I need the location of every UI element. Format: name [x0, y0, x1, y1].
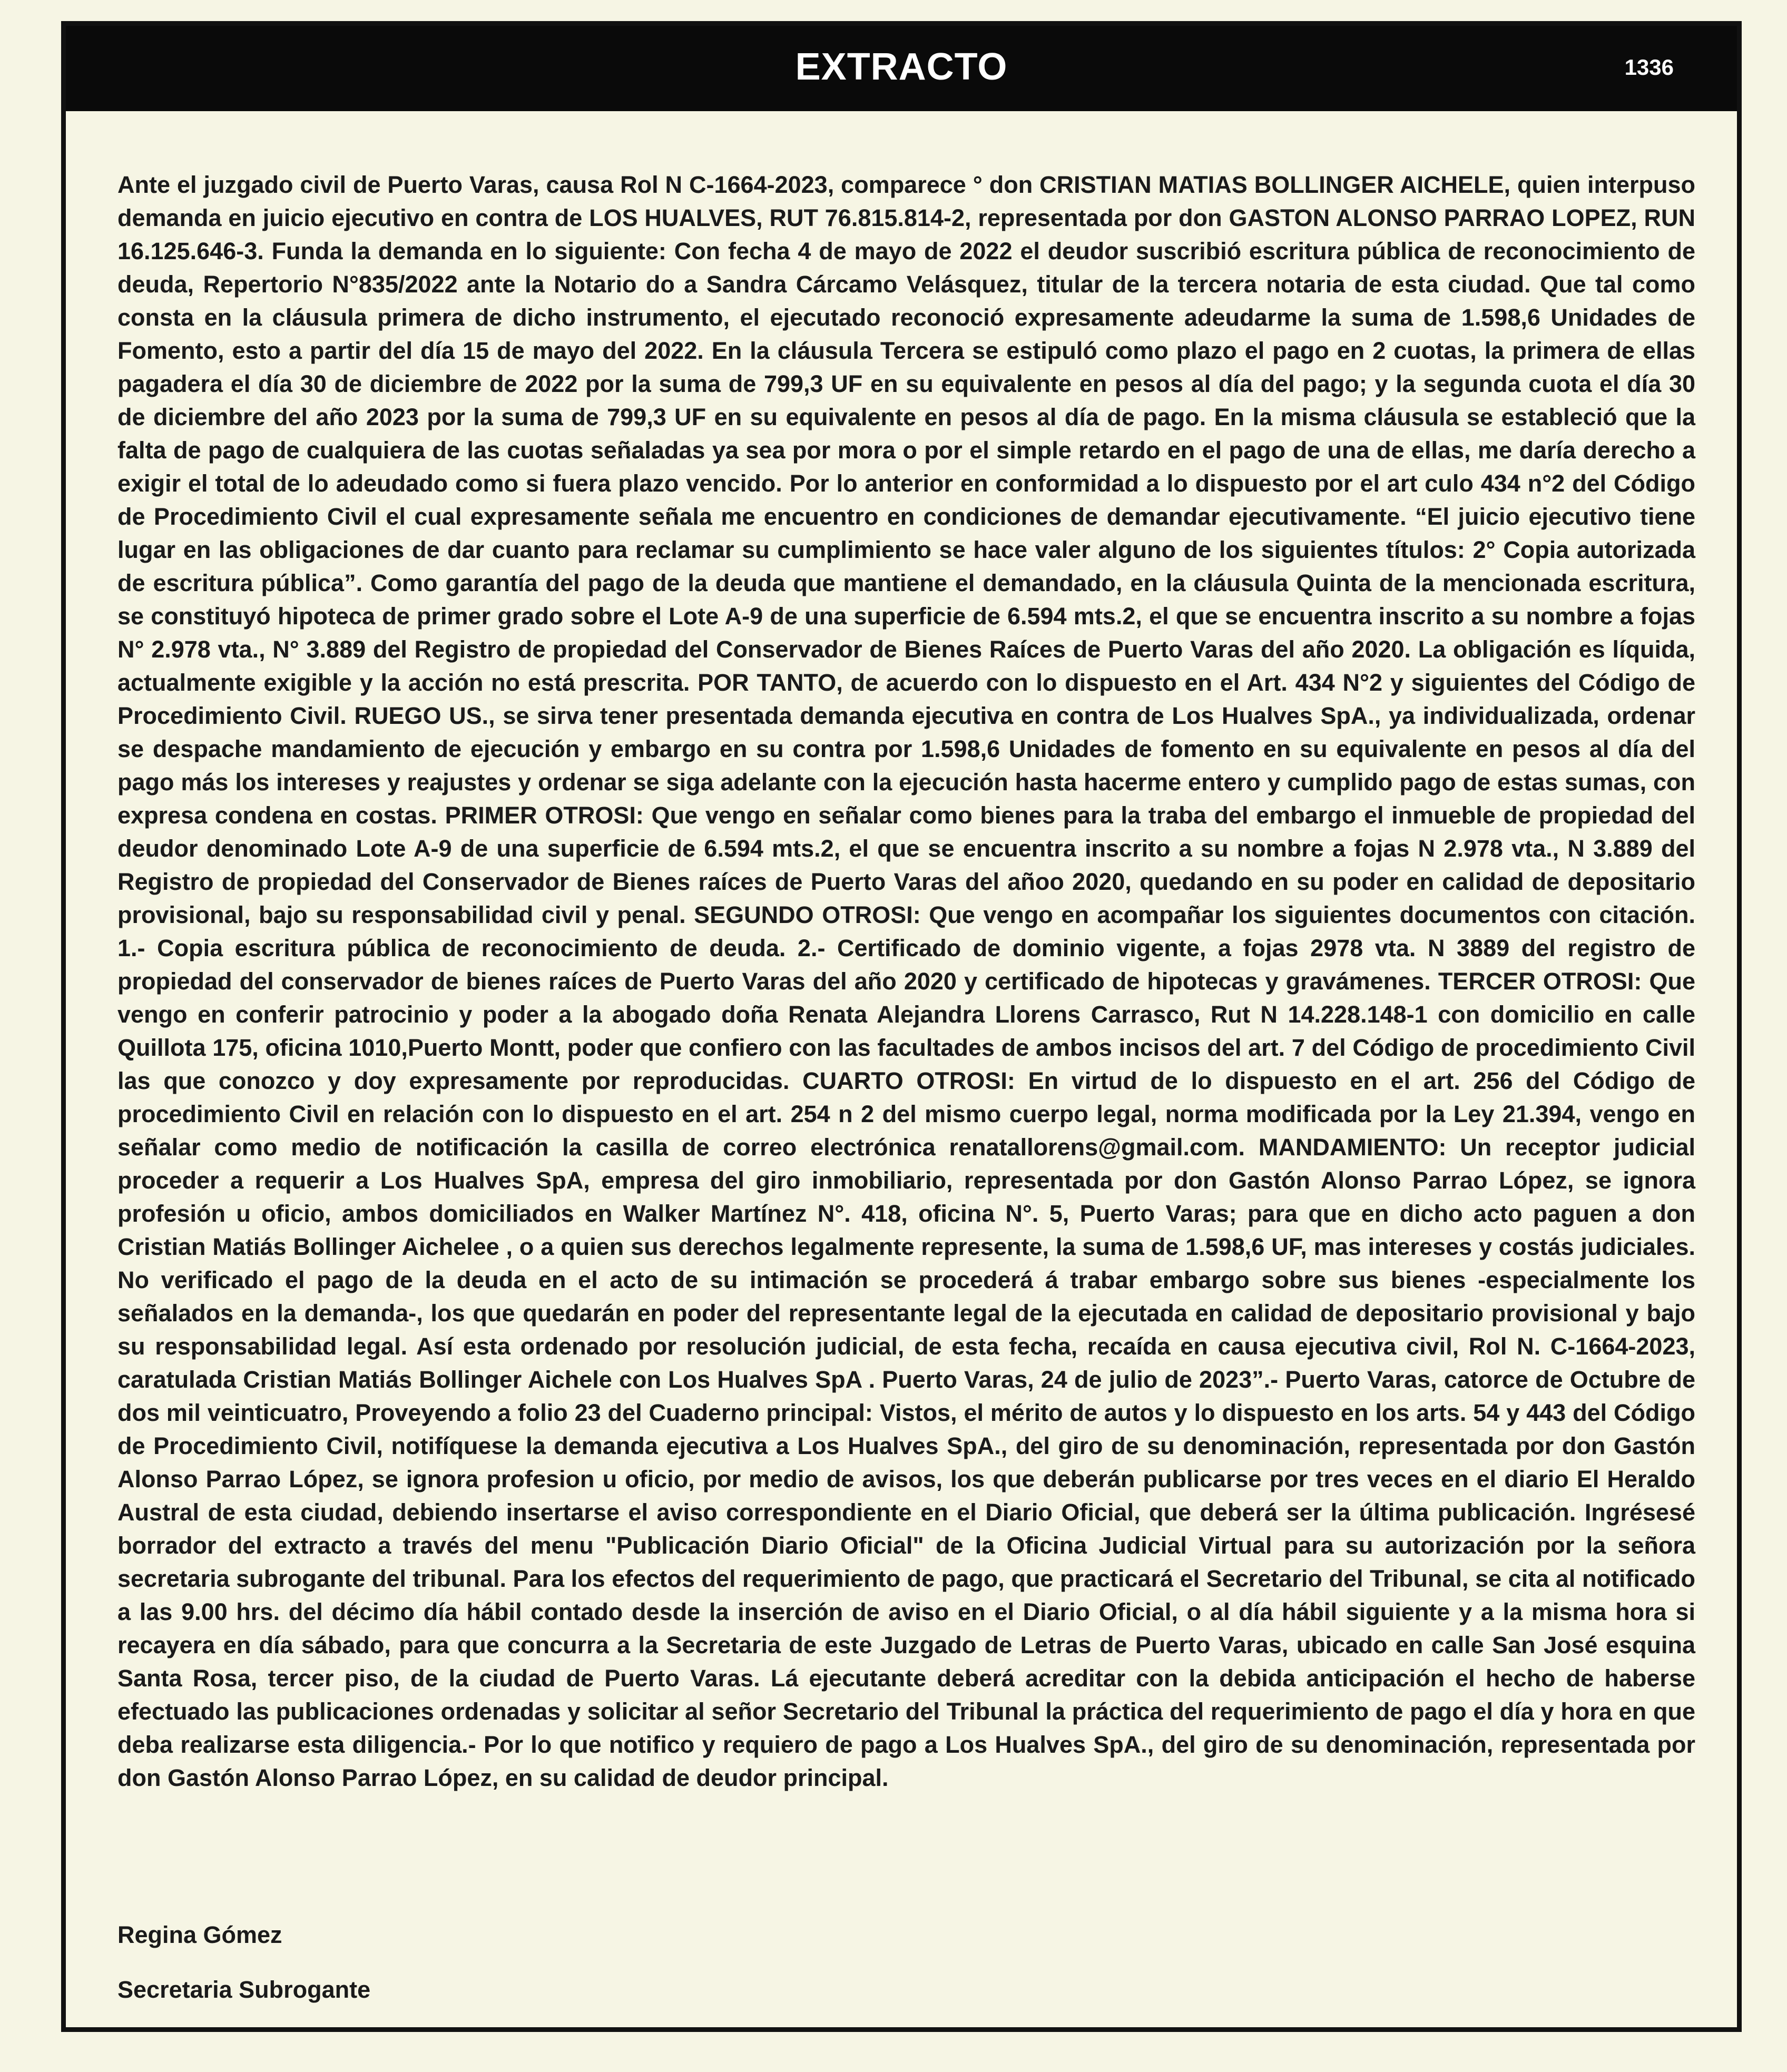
- notice-title: EXTRACTO: [795, 46, 1008, 88]
- header-bar: [66, 26, 1737, 111]
- extract-notice-frame: [61, 21, 1742, 2032]
- signatory-role: Secretaria Subrogante: [117, 1976, 371, 2003]
- notice-number: 1336: [1624, 55, 1674, 80]
- notice-body-text: Ante el juzgado civil de Puerto Varas, causa Rol N C-1664-2023, comparece ° don CRISTIAN MATIAS BOLLINGER AICHELE, quien interpuso demanda en juicio ejecutivo en contra de LOS HUALVES, RUT 76.815.814-2, representada por don GASTON ALONSO PARRAO LOPEZ, RUN 16.125.646-3. Funda la demanda en lo siguiente: Con fecha 4 de mayo de 2022 el deudor suscribió escritura pública de reconocimiento de deuda, Repertorio N°835/2022 ante la Notario do a Sandra Cárcamo Velásquez, titular de la tercera notaria de esta ciudad. Que tal como consta en la cláusula primera de dicho instrumento, el ejecutado reconoció expresamente adeudarme la suma de 1.598,6 Unidades de Fomento, esto a partir del día 15 de mayo del 2022. En la cláusula Tercera se estipuló como plazo el pago en 2 cuotas, la primera de ellas pagadera el día 30 de diciembre de 2022 por la suma de 799,3 UF en su equivalente en pesos al día del pago; y la segunda cuota el día 30 de diciembre del año 2023 por la suma de 799,3 UF en su equivalente en pesos al día de pago. En la misma cláusula se estableció que la falta de pago de cualquiera de las cuotas señaladas ya sea por mora o por el simple retardo en el pago de una de ellas, me daría derecho a exigir el total de lo adeudado como si fuera plazo vencido. Por lo anterior en conformidad a lo dispuesto por el art culo 434 n°2 del Código de Procedimiento Civil el cual expresamente señala me encuentro en condiciones de demandar ejecutivamente. “El juicio ejecutivo tiene lugar en las obligaciones de dar cuanto para reclamar su cumplimiento se hace valer alguno de los siguientes títulos: 2° Copia autorizada de escritura pública”. Como garantía del pago de la deuda que mantiene el demandado, en la cláusula Quinta de la mencionada escritura, se constituyó hipoteca de primer grado sobre el Lote A-9 de una superficie de 6.594 mts.2, el que se encuentra inscrito a su nombre a fojas N° 2.978 vta., N° 3.889 del Registro de propiedad del Conservador de Bienes Raíces de Puerto Varas del año 2020. La obligación es líquida, actualmente exigible y la acción no está prescrita. POR TANTO, de acuerdo con lo dispuesto en el Art. 434 N°2 y siguientes del Código de Procedimiento Civil. RUEGO US., se sirva tener presentada demanda ejecutiva en contra de Los Hualves SpA., ya individualizada, ordenar se despache mandamiento de ejecución y embargo en su contra por 1.598,6 Unidades de fomento en su equivalente en pesos al día del pago más los intereses y reajustes y ordenar se siga adelante con la ejecución hasta hacerme entero y cumplido pago de estas sumas, con expresa condena en costas. PRIMER OTROSI: Que vengo en señalar como bienes para la traba del embargo el inmueble de propiedad del deudor denominado Lote A-9 de una superficie de 6.594 mts.2, el que se encuentra inscrito a su nombre a fojas N 2.978 vta., N 3.889 del Registro de propiedad del Conservador de Bienes raíces de Puerto Varas del añoo 2020, quedando en su poder en calidad de depositario provisional, bajo su responsabilidad civil y penal. SEGUNDO OTROSI: Que vengo en acompañar los siguientes documentos con citación. 1.- Copia escritura pública de reconocimiento de deuda. 2.- Certificado de dominio vigente, a fojas 2978 vta. N 3889 del registro de propiedad del conservador de bienes raíces de Puerto Varas del año 2020 y certificado de hipotecas y gravámenes. TERCER OTROSI: Que vengo en conferir patrocinio y poder a la abogado doña Renata Alejandra Llorens Carrasco, Rut N 14.228.148-1 con domicilio en calle Quillota 175, oficina 1010,Puerto Montt, poder que confiero con las facultades de ambos incisos del art. 7 del Código de procedimiento Civil las que conozco y doy expresamente por reproducidas. CUARTO OTROSI: En virtud de lo dispuesto en el art. 256 del Código de procedimiento Civil en relación con lo dispuesto en el art. 254 n 2 del mismo cuerpo legal, norma modificada por la Ley 21.394, vengo en señalar como medio de notificación la casilla de correo electrónica renatallorens@gmail.com. MANDAMIENTO: Un receptor judicial proceder a requerir a Los Hualves SpA, empresa del giro inmobiliario, representada por don Gastón Alonso Parrao López, se ignora profesión u oficio, ambos domiciliados en Walker Martínez N°. 418, oficina N°. 5, Puerto Varas; para que en dicho acto paguen a don Cristian Matiás Bollinger Aichelee , o a quien sus derechos legalmente represente, la suma de 1.598,6 UF, mas intereses y costás judiciales. No verificado el pago de la deuda en el acto de su intimación se procederá á trabar embargo sobre sus bienes -especialmente los señalados en la demanda-, los que quedarán en poder del representante legal de la ejecutada en calidad de depositario provisional y bajo su responsabilidad legal. Así esta ordenado por resolución judicial, de esta fecha, recaída en causa ejecutiva civil, Rol N. C-1664-2023, caratulada Cristian Matiás Bollinger Aichele con Los Hualves SpA . Puerto Varas, 24 de julio de 2023”.- Puerto Varas, catorce de Octubre de dos mil veinticuatro, Proveyendo a folio 23 del Cuaderno principal: Vistos, el mérito de autos y lo dispuesto en los arts. 54 y 443 del Código de Procedimiento Civil, notifíquese la demanda ejecutiva a Los Hualves SpA., del giro de su denominación, representada por don Gastón Alonso Parrao López, se ignora profesion u oficio, por medio de avisos, los que deberán publicarse por tres veces en el diario El Heraldo Austral de esta ciudad, debiendo insertarse el aviso correspondiente en el Diario Oficial, que deberá ser la última publicación. Ingrésesé borrador del extracto a través del menu "Publicación Diario Oficial" de la Oficina Judicial Virtual para su autorización por la señora secretaria subrogante del tribunal. Para los efectos del requerimiento de pago, que practicará el Secretario del Tribunal, se cita al notificado a las 9.00 hrs. del décimo día hábil contado desde la inserción de aviso en el Diario Oficial, o al día hábil siguiente y a la misma hora si recayera en día sábado, para que concurra a la Secretaria de este Juzgado de Letras de Puerto Varas, ubicado en calle San José esquina Santa Rosa, tercer piso, de la ciudad de Puerto Varas. Lá ejecutante deberá acreditar con la debida anticipación el hecho de haberse efectuado las publicaciones ordenadas y solicitar al señor Secretario del Tribunal la práctica del requerimiento de pago el día y hora en que deba realizarse esta diligencia.- Por lo que notifico y requiero de pago a Los Hualves SpA., del giro de su denominación, representada por don Gastón Alonso Parrao López, en su calidad de deudor principal.: [117, 171, 1695, 1791]
- signatory-name: Regina Gómez: [117, 1921, 282, 1948]
